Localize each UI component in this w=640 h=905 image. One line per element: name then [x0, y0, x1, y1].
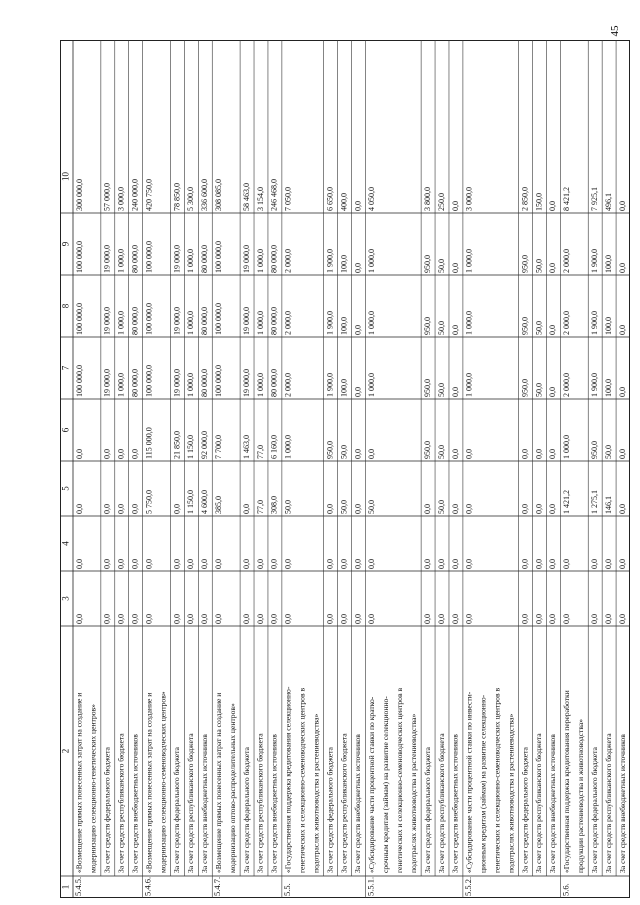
value-cell: 100 000,0	[144, 303, 154, 335]
value-cell: 50,0	[436, 259, 446, 273]
value-cell: 80 000,0	[269, 245, 279, 273]
value-cell: 0,0	[74, 614, 84, 624]
value-cell: 21 850,0	[172, 431, 182, 459]
value-cell: 78 850,0	[172, 183, 182, 211]
row-number: 5.5.2.	[462, 876, 473, 896]
value-cell: 400,0	[339, 193, 349, 211]
value-cell: 336 600,0	[200, 179, 210, 211]
value-cell: 0,0	[617, 614, 627, 624]
row-name: За счет средств внебюджетных источников	[200, 734, 210, 873]
value-cell: 1 000,0	[367, 249, 377, 273]
value-cell: 0,0	[325, 614, 335, 624]
value-cell: 2 850,0	[520, 187, 530, 211]
value-cell: 308,0	[269, 496, 279, 514]
value-cell: 80 000,0	[200, 369, 210, 397]
value-cell: 1 900,0	[590, 311, 600, 335]
value-cell: 0,0	[562, 614, 572, 624]
value-cell: 0,0	[520, 449, 530, 459]
value-cell: 80 000,0	[200, 307, 210, 335]
value-cell: 0,0	[450, 559, 460, 569]
value-cell: 385,0	[214, 496, 224, 514]
value-cell: 0,0	[255, 559, 265, 569]
value-cell: 300 000,0	[74, 179, 84, 211]
value-cell: 1 900,0	[590, 373, 600, 397]
value-cell: 100,0	[603, 317, 613, 335]
value-cell: 0,0	[130, 449, 140, 459]
value-cell: 0,0	[450, 449, 460, 459]
value-cell: 0,0	[617, 263, 627, 273]
value-cell: 0,0	[367, 614, 377, 624]
value-cell: 0,0	[241, 614, 251, 624]
column-number: 5	[60, 486, 71, 491]
row-number: 5.4.5.	[72, 876, 83, 896]
value-cell: 0,0	[450, 387, 460, 397]
value-cell: 0,0	[464, 614, 474, 624]
value-cell: 0,0	[534, 559, 544, 569]
value-cell: 420 750,0	[144, 179, 154, 211]
page-number-text: 45	[609, 25, 621, 37]
value-cell: 100,0	[603, 379, 613, 397]
value-cell: 50,0	[436, 321, 446, 335]
value-cell: 1 000,0	[367, 373, 377, 397]
value-cell: 0,0	[450, 325, 460, 335]
value-cell: 1 000,0	[283, 435, 293, 459]
value-cell: 0,0	[200, 559, 210, 569]
value-cell: 1 900,0	[590, 249, 600, 273]
row-name: модернизацию селекционно-семеноводческих центров»	[158, 691, 168, 873]
value-cell: 0,0	[534, 449, 544, 459]
value-cell: 50,0	[534, 383, 544, 397]
value-cell: 0,0	[450, 614, 460, 624]
value-cell: 0,0	[339, 614, 349, 624]
value-cell: 2 000,0	[562, 248, 572, 273]
value-cell: 92 000,0	[200, 431, 210, 459]
value-cell: 50,0	[367, 500, 377, 514]
value-cell: 50,0	[436, 383, 446, 397]
row-name: За счет средств внебюджетных источников	[617, 734, 627, 873]
value-cell: 0,0	[130, 559, 140, 569]
value-cell: 0,0	[548, 449, 558, 459]
row-name: генетических и селекционно-семеноводческих центров в	[394, 687, 404, 873]
value-cell: 0,0	[283, 559, 293, 569]
value-cell: 80 000,0	[269, 307, 279, 335]
value-cell: 0,0	[367, 559, 377, 569]
value-cell: 0,0	[102, 504, 112, 514]
value-cell: 0,0	[464, 504, 474, 514]
row-number: 5.5.	[281, 883, 292, 896]
row-name: «Государственная поддержка кредитования селекционно-	[283, 686, 293, 873]
value-cell: 0,0	[464, 449, 474, 459]
value-cell: 0,0	[214, 614, 224, 624]
value-cell: 19 000,0	[172, 245, 182, 273]
value-cell: 0,0	[548, 325, 558, 335]
value-cell: 950,0	[520, 255, 530, 273]
value-cell: 5 750,0	[144, 490, 154, 514]
value-cell: 1 000,0	[464, 249, 474, 273]
value-cell: 0,0	[548, 504, 558, 514]
value-cell: 0,0	[617, 325, 627, 335]
value-cell: 19 000,0	[241, 307, 251, 335]
value-cell: 0,0	[144, 614, 154, 624]
value-cell: 0,0	[353, 449, 363, 459]
value-cell: 1 000,0	[186, 373, 196, 397]
value-cell: 0,0	[241, 504, 251, 514]
value-cell: 0,0	[422, 614, 432, 624]
row-name: За счет средств федерального бюджета	[241, 747, 251, 873]
value-cell: 100,0	[339, 379, 349, 397]
value-cell: 950,0	[422, 317, 432, 335]
value-cell: 240 000,0	[130, 179, 140, 211]
row-name: За счет средств республиканского бюджета	[339, 733, 349, 873]
value-cell: 19 000,0	[102, 369, 112, 397]
value-cell: 2 000,0	[562, 310, 572, 335]
value-cell: 0,0	[116, 614, 126, 624]
value-cell: 0,0	[436, 559, 446, 569]
value-cell: 4 050,0	[367, 187, 377, 211]
value-cell: 0,0	[353, 504, 363, 514]
value-cell: 0,0	[186, 559, 196, 569]
value-cell: 0,0	[548, 201, 558, 211]
value-cell: 115 000,0	[144, 427, 154, 459]
value-cell: 246 468,0	[269, 179, 279, 211]
value-cell: 1 000,0	[255, 311, 265, 335]
value-cell: 0,0	[255, 614, 265, 624]
value-cell: 50,0	[534, 259, 544, 273]
value-cell: 0,0	[172, 614, 182, 624]
value-cell: 2 000,0	[283, 311, 293, 335]
value-cell: 0,0	[144, 559, 154, 569]
value-cell: 19 000,0	[102, 245, 112, 273]
value-cell: 19 000,0	[102, 307, 112, 335]
value-cell: 19 000,0	[172, 307, 182, 335]
row-name: За счет средств федерального бюджета	[589, 747, 599, 873]
value-cell: 6 650,0	[325, 187, 335, 211]
value-cell: 6 160,0	[269, 435, 279, 459]
value-cell: 1 000,0	[186, 249, 196, 273]
value-cell: 50,0	[283, 500, 293, 514]
row-name: «Возмещение прямых понесенных затрат на создание и	[144, 692, 154, 873]
row-name: подотраслях животноводства и растениеводства»	[408, 713, 418, 873]
value-cell: 0,0	[534, 614, 544, 624]
value-cell: 0,0	[562, 559, 572, 569]
value-cell: 4 600,0	[200, 490, 210, 514]
value-cell: 0,0	[269, 614, 279, 624]
value-cell: 58 463,0	[241, 183, 251, 211]
value-cell: 3 000,0	[116, 187, 126, 211]
value-cell: 950,0	[422, 379, 432, 397]
value-cell: 0,0	[548, 559, 558, 569]
value-cell: 0,0	[450, 201, 460, 211]
value-cell: 50,0	[534, 321, 544, 335]
value-cell: 3 800,0	[422, 187, 432, 211]
value-cell: 1 000,0	[255, 373, 265, 397]
value-cell: 0,0	[548, 614, 558, 624]
value-cell: 1 000,0	[116, 373, 126, 397]
value-cell: 0,0	[436, 614, 446, 624]
value-cell: 1 150,0	[186, 435, 196, 459]
row-name: За счет средств республиканского бюджета	[116, 733, 126, 873]
value-cell: 0,0	[534, 504, 544, 514]
value-cell: 100 000,0	[214, 303, 224, 335]
row-name: подотраслях животноводства и растениеводства»	[506, 713, 516, 873]
value-cell: 0,0	[353, 559, 363, 569]
row-name: За счет средств внебюджетных источников	[353, 734, 363, 873]
value-cell: 950,0	[422, 441, 432, 459]
value-cell: 950,0	[422, 255, 432, 273]
value-cell: 0,0	[116, 449, 126, 459]
column-number: 4	[60, 541, 71, 546]
row-name: генетических и селекционно-семеноводческих центров в	[492, 687, 502, 873]
value-cell: 0,0	[172, 504, 182, 514]
value-cell: 100 000,0	[214, 365, 224, 397]
value-cell: 19 000,0	[241, 245, 251, 273]
value-cell: 100 000,0	[214, 241, 224, 273]
row-name: ционным кредитам (займам) на развитие селекционно-	[478, 694, 488, 873]
value-cell: 3 000,0	[464, 187, 474, 211]
value-cell: 77,0	[255, 500, 265, 514]
row-name: За счет средств республиканского бюджета	[603, 733, 613, 873]
value-cell: 0,0	[590, 559, 600, 569]
value-cell: 1 421,2	[562, 489, 572, 514]
row-name: «Возмещение прямых понесенных затрат на создание и	[213, 692, 223, 873]
value-cell: 0,0	[617, 504, 627, 514]
value-cell: 7 700,0	[214, 435, 224, 459]
value-cell: 146,1	[603, 496, 613, 514]
value-cell: 1 900,0	[325, 311, 335, 335]
value-cell: 80 000,0	[130, 307, 140, 335]
value-cell: 80 000,0	[200, 245, 210, 273]
row-name: За счет средств внебюджетных источников	[269, 734, 279, 873]
row-name: срочным кредитам (займам) на развитие селекционно-	[381, 696, 391, 873]
row-name: За счет средств федерального бюджета	[520, 747, 530, 873]
value-cell: 50,0	[436, 445, 446, 459]
row-name: За счет средств республиканского бюджета	[436, 733, 446, 873]
value-cell: 0,0	[353, 263, 363, 273]
value-cell: 77,0	[255, 445, 265, 459]
value-cell: 0,0	[102, 614, 112, 624]
value-cell: 50,0	[339, 445, 349, 459]
value-cell: 100 000,0	[74, 241, 84, 273]
value-cell: 0,0	[617, 387, 627, 397]
row-name: «Возмещение прямых понесенных затрат на создание и	[74, 692, 84, 873]
value-cell: 2 000,0	[562, 372, 572, 397]
value-cell: 0,0	[102, 559, 112, 569]
row-name: За счет средств внебюджетных источников	[548, 734, 558, 873]
value-cell: 50,0	[603, 445, 613, 459]
row-name: За счет средств внебюджетных источников	[130, 734, 140, 873]
column-number: 10	[60, 172, 71, 181]
value-cell: 0,0	[74, 559, 84, 569]
value-cell: 1 000,0	[367, 311, 377, 335]
value-cell: 0,0	[520, 614, 530, 624]
row-name: генетических и селекционно-семеноводческих центров в	[297, 687, 307, 873]
value-cell: 0,0	[74, 449, 84, 459]
value-cell: 57 000,0	[102, 183, 112, 211]
value-cell: 0,0	[353, 201, 363, 211]
value-cell: 250,0	[436, 193, 446, 211]
value-cell: 150,0	[534, 193, 544, 211]
row-name: «Государственная поддержка кредитования переработки	[562, 690, 572, 873]
value-cell: 0,0	[353, 614, 363, 624]
value-cell: 2 000,0	[283, 373, 293, 397]
value-cell: 0,0	[130, 614, 140, 624]
value-cell: 100,0	[603, 255, 613, 273]
column-number: 2	[60, 748, 71, 754]
value-cell: 0,0	[450, 504, 460, 514]
row-number: 5.5.1.	[365, 876, 376, 896]
value-cell: 950,0	[325, 441, 335, 459]
value-cell: 100 000,0	[144, 241, 154, 273]
value-cell: 0,0	[520, 504, 530, 514]
value-cell: 1 000,0	[116, 249, 126, 273]
value-cell: 0,0	[617, 449, 627, 459]
value-cell: 308 085,0	[214, 179, 224, 211]
value-cell: 5 300,0	[186, 187, 196, 211]
budget-table	[60, 40, 630, 898]
value-cell: 100 000,0	[74, 365, 84, 397]
value-cell: 0,0	[548, 387, 558, 397]
row-name: За счет средств республиканского бюджета	[186, 733, 196, 873]
value-cell: 8 421,2	[562, 186, 572, 211]
column-number: 6	[60, 427, 71, 433]
column-number: 3	[60, 596, 71, 601]
row-name: За счет средств республиканского бюджета	[255, 733, 265, 873]
value-cell: 496,1	[603, 193, 613, 211]
row-name: «Субсидирование части процентной ставки по инвести-	[464, 691, 474, 873]
value-cell: 1 000,0	[464, 373, 474, 397]
value-cell: 80 000,0	[130, 245, 140, 273]
row-name: модернизацию оптово-распределительных центров»	[227, 703, 237, 873]
value-cell: 0,0	[422, 504, 432, 514]
value-cell: 1 000,0	[255, 249, 265, 273]
value-cell: 100,0	[339, 317, 349, 335]
value-cell: 7 925,1	[590, 187, 600, 211]
row-number: 5.4.6.	[142, 876, 153, 896]
value-cell: 950,0	[520, 379, 530, 397]
value-cell: 0,0	[116, 504, 126, 514]
value-cell: 0,0	[617, 201, 627, 211]
row-name: «Субсидирование части процентной ставки по кратко-	[367, 696, 377, 873]
value-cell: 1 900,0	[325, 249, 335, 273]
value-cell: 19 000,0	[241, 369, 251, 397]
value-cell: 100 000,0	[74, 303, 84, 335]
column-number: 1	[60, 884, 71, 890]
value-cell: 0,0	[102, 449, 112, 459]
row-number: 5.4.7.	[212, 876, 223, 896]
value-cell: 0,0	[130, 504, 140, 514]
value-cell: 7 050,0	[283, 187, 293, 211]
value-cell: 0,0	[367, 449, 377, 459]
value-cell: 0,0	[464, 559, 474, 569]
value-cell: 1 150,0	[186, 490, 196, 514]
value-cell: 1 900,0	[325, 373, 335, 397]
row-name: продукции растениеводства и животноводства»	[576, 718, 586, 873]
column-number: 8	[60, 303, 71, 309]
value-cell: 0,0	[116, 559, 126, 569]
value-cell: 1 000,0	[116, 311, 126, 335]
value-cell: 100,0	[339, 255, 349, 273]
value-cell: 1 000,0	[562, 434, 572, 459]
budget-table-grid	[60, 40, 630, 898]
column-number: 7	[60, 365, 71, 371]
value-cell: 0,0	[172, 559, 182, 569]
value-cell: 0,0	[241, 559, 251, 569]
value-cell: 0,0	[269, 559, 279, 569]
value-cell: 100 000,0	[144, 365, 154, 397]
value-cell: 50,0	[339, 500, 349, 514]
row-number: 5.6.	[560, 883, 571, 896]
value-cell: 1 463,0	[241, 435, 251, 459]
row-name: модернизацию селекционно-генетических центров»	[88, 704, 98, 873]
value-cell: 0,0	[283, 614, 293, 624]
value-cell: 3 154,0	[255, 187, 265, 211]
value-cell: 950,0	[520, 317, 530, 335]
value-cell: 1 000,0	[186, 311, 196, 335]
value-cell: 2 000,0	[283, 249, 293, 273]
value-cell: 0,0	[603, 614, 613, 624]
value-cell: 0,0	[603, 559, 613, 569]
value-cell: 1 000,0	[464, 311, 474, 335]
value-cell: 0,0	[214, 559, 224, 569]
value-cell: 950,0	[590, 441, 600, 459]
value-cell: 0,0	[422, 559, 432, 569]
column-number: 9	[60, 241, 71, 247]
row-name: За счет средств федерального бюджета	[422, 747, 432, 873]
value-cell: 1 275,1	[590, 490, 600, 514]
value-cell: 0,0	[339, 559, 349, 569]
value-cell: 80 000,0	[130, 369, 140, 397]
value-cell: 0,0	[325, 504, 335, 514]
row-name: За счет средств республиканского бюджета	[534, 733, 544, 873]
value-cell: 0,0	[186, 614, 196, 624]
value-cell: 19 000,0	[172, 369, 182, 397]
row-name: За счет средств федерального бюджета	[102, 747, 112, 873]
row-name: За счет средств федерального бюджета	[172, 747, 182, 873]
value-cell: 0,0	[590, 614, 600, 624]
value-cell: 0,0	[325, 559, 335, 569]
value-cell: 0,0	[520, 559, 530, 569]
value-cell: 0,0	[617, 559, 627, 569]
value-cell: 0,0	[353, 325, 363, 335]
value-cell: 0,0	[548, 263, 558, 273]
value-cell: 0,0	[353, 387, 363, 397]
value-cell: 50,0	[436, 500, 446, 514]
row-name: За счет средств федерального бюджета	[325, 747, 335, 873]
value-cell: 80 000,0	[269, 369, 279, 397]
value-cell: 0,0	[450, 263, 460, 273]
row-name: За счет средств внебюджетных источников	[450, 734, 460, 873]
value-cell: 0,0	[200, 614, 210, 624]
value-cell: 0,0	[74, 504, 84, 514]
row-name: подотраслях животноводства и растениеводства»	[311, 713, 321, 873]
